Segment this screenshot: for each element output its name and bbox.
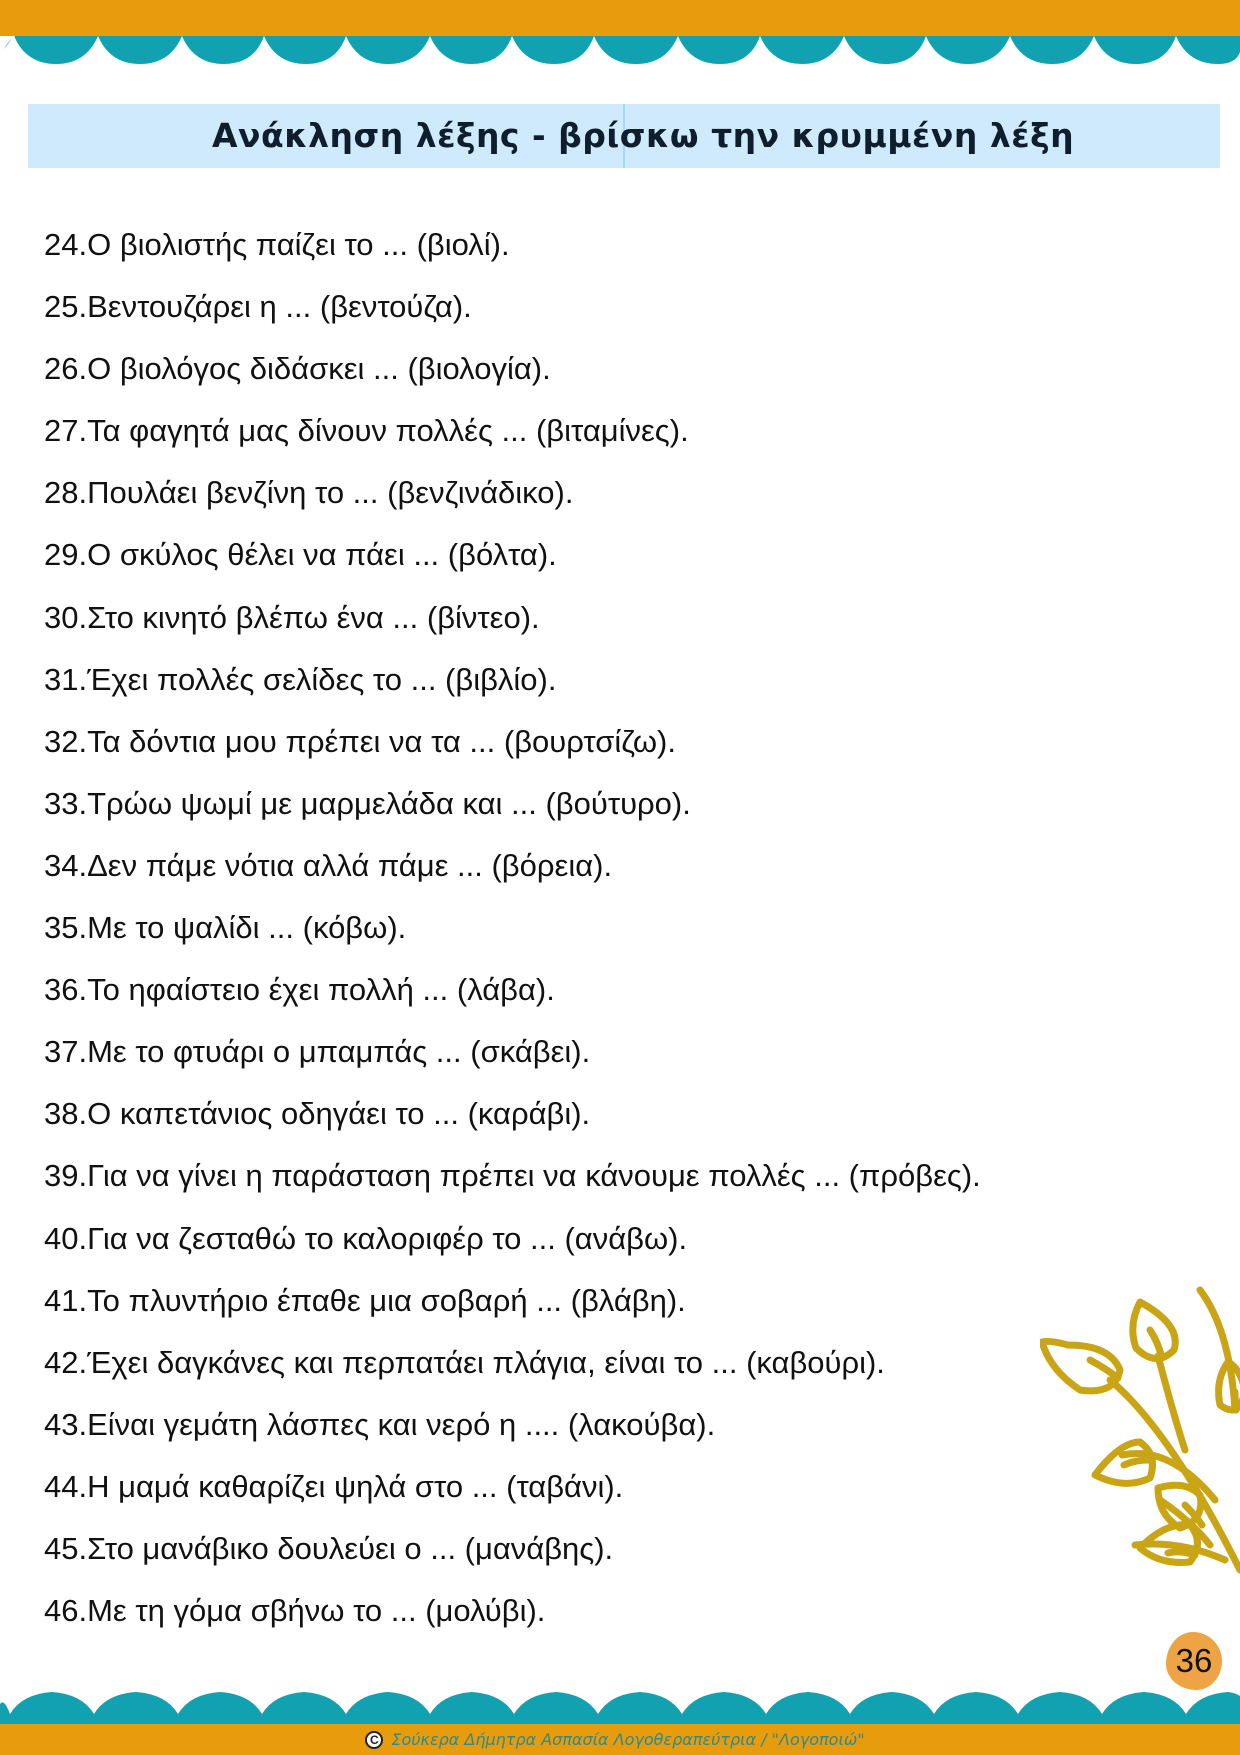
list-item: 44.Η μαμά καθαρίζει ψηλά στο ... (ταβάνι). bbox=[44, 1468, 624, 1504]
list-item: 29.Ο σκύλος θέλει να πάει ... (βόλτα). bbox=[44, 537, 557, 573]
top-scallop-border bbox=[0, 36, 1240, 66]
list-item: 37.Με το φτυάρι ο μπαμπάς ... (σκάβει). bbox=[44, 1034, 591, 1070]
list-item: 36.Το ηφαίστειο έχει πολλή ... (λάβα). bbox=[44, 972, 555, 1008]
list-item: 27.Τα φαγητά μας δίνουν πολλές ... (βιταμίνες). bbox=[44, 413, 689, 449]
list-item: 34.Δεν πάμε νότια αλλά πάμε ... (βόρεια). bbox=[44, 847, 613, 883]
top-orange-band bbox=[0, 0, 1240, 36]
list-item: 46.Με τη γόμα σβήνω το ... (μολύβι). bbox=[44, 1593, 546, 1629]
list-item: 35.Με το ψαλίδι ... (κόβω). bbox=[44, 910, 407, 946]
list-item: 24.Ο βιολιστής παίζει το ... (βιολί). bbox=[44, 227, 510, 262]
page-number-badge: 36 bbox=[1166, 1632, 1222, 1690]
list-item: 31.Έχει πολλές σελίδες το ... (βιβλίο). bbox=[44, 661, 557, 697]
list-item: 32.Τα δόντια μου πρέπει να τα ... (βουρτσίζω). bbox=[44, 723, 676, 759]
footer-credit bbox=[365, 1730, 864, 1749]
footer-band bbox=[0, 1724, 1240, 1755]
list-item: 45.Στο μανάβικο δουλεύει ο ... (μανάβης). bbox=[44, 1530, 614, 1566]
copyright-icon: C bbox=[365, 1731, 383, 1749]
list-item: 26.Ο βιολόγος διδάσκει ... (βιολογία). bbox=[44, 351, 551, 387]
page-title: Ανάκληση λέξης - βρίσκω την κρυμμένη λέξη bbox=[212, 116, 1075, 155]
list-item: 39.Για να γίνει η παράσταση πρέπει να κάνουμε πολλές ... (πρόβες). bbox=[44, 1158, 981, 1194]
list-item: 41.Το πλυντήριο έπαθε μια σοβαρή ... (βλάβη). bbox=[44, 1282, 686, 1318]
footer-author-text: Σούκερα Δήμητρα Ασπασία Λογοθεραπεύτρια / "Λογοποιώ" bbox=[391, 1730, 865, 1749]
list-item: 33.Τρώω ψωμί με μαρμελάδα και ... (βούτυρο). bbox=[44, 785, 691, 821]
list-item: 28.Πουλάει βενζίνη το ... (βενζινάδικο). bbox=[44, 475, 574, 511]
list-item: 30.Στο κινητό βλέπω ένα ... (βίντεο). bbox=[44, 599, 540, 635]
list-item: 25.Βεντουζάρει η ... (βεντούζα). bbox=[44, 289, 472, 325]
leafy-branch-icon bbox=[1040, 1270, 1240, 1590]
list-item: 43.Είναι γεμάτη λάσπες και νερό η .... (λακούβα). bbox=[44, 1406, 716, 1442]
bottom-scallop-border bbox=[0, 1690, 1240, 1726]
list-item: 42.Έχει δαγκάνες και περπατάει πλάγια, είναι το ... (καβούρι). bbox=[44, 1344, 885, 1380]
exercise-list bbox=[44, 214, 981, 1642]
list-item: 38.Ο καπετάνιος οδηγάει το ... (καράβι). bbox=[44, 1096, 591, 1132]
list-item: 40.Για να ζεσταθώ το καλοριφέρ το ... (ανάβω). bbox=[44, 1220, 688, 1256]
